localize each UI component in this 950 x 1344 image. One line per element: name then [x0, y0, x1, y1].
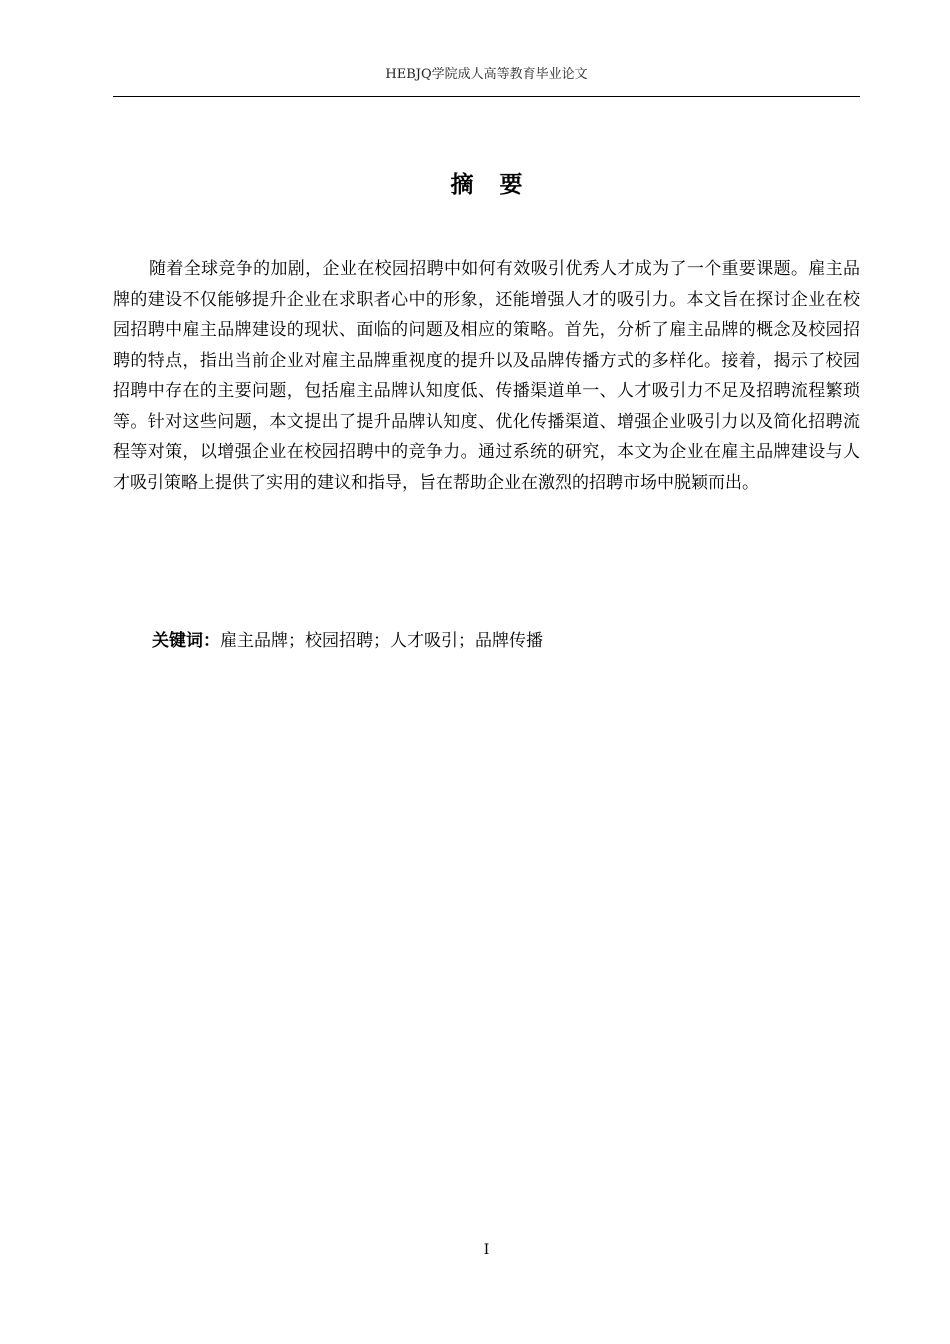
running-header: HEBJQ学院成人高等教育毕业论文	[385, 67, 588, 82]
keywords-line	[152, 626, 852, 656]
abstract-paragraph: 随着全球竞争的加剧，企业在校园招聘中如何有效吸引优秀人才成为了一个重要课题。雇主品牌的建设不仅能够提升企业在求职者心中的形象，还能增强人才的吸引力。本文旨在探讨企业在校园招聘中雇主品牌建设的现状、面临的问题及相应的策略。首先，分析了雇主品牌的概念及校园招聘的特点，指出当前企业对雇主品牌重视度的提升以及品牌传播方式的多样化。接着，揭示了校园招聘中存在的主要问题，包括雇主品牌认知度低、传播渠道单一、人才吸引力不足及招聘流程繁琐等。针对这些问题，本文提出了提升品牌认知度、优化传播渠道、增强企业吸引力以及简化招聘流程等对策，以增强企业在校园招聘中的竞争力。通过系统的研究，本文为企业在雇主品牌建设与人才吸引策略上提供了实用的建议和指导，旨在帮助企业在激烈的招聘市场中脱颖而出。	[113, 259, 860, 493]
keywords-label: 关键词：	[152, 631, 220, 651]
header-divider	[113, 96, 860, 97]
page-number: I	[483, 1242, 490, 1258]
page-title: 摘要	[450, 172, 549, 198]
keywords-value: 雇主品牌；校园招聘；人才吸引；品牌传播	[220, 631, 543, 651]
